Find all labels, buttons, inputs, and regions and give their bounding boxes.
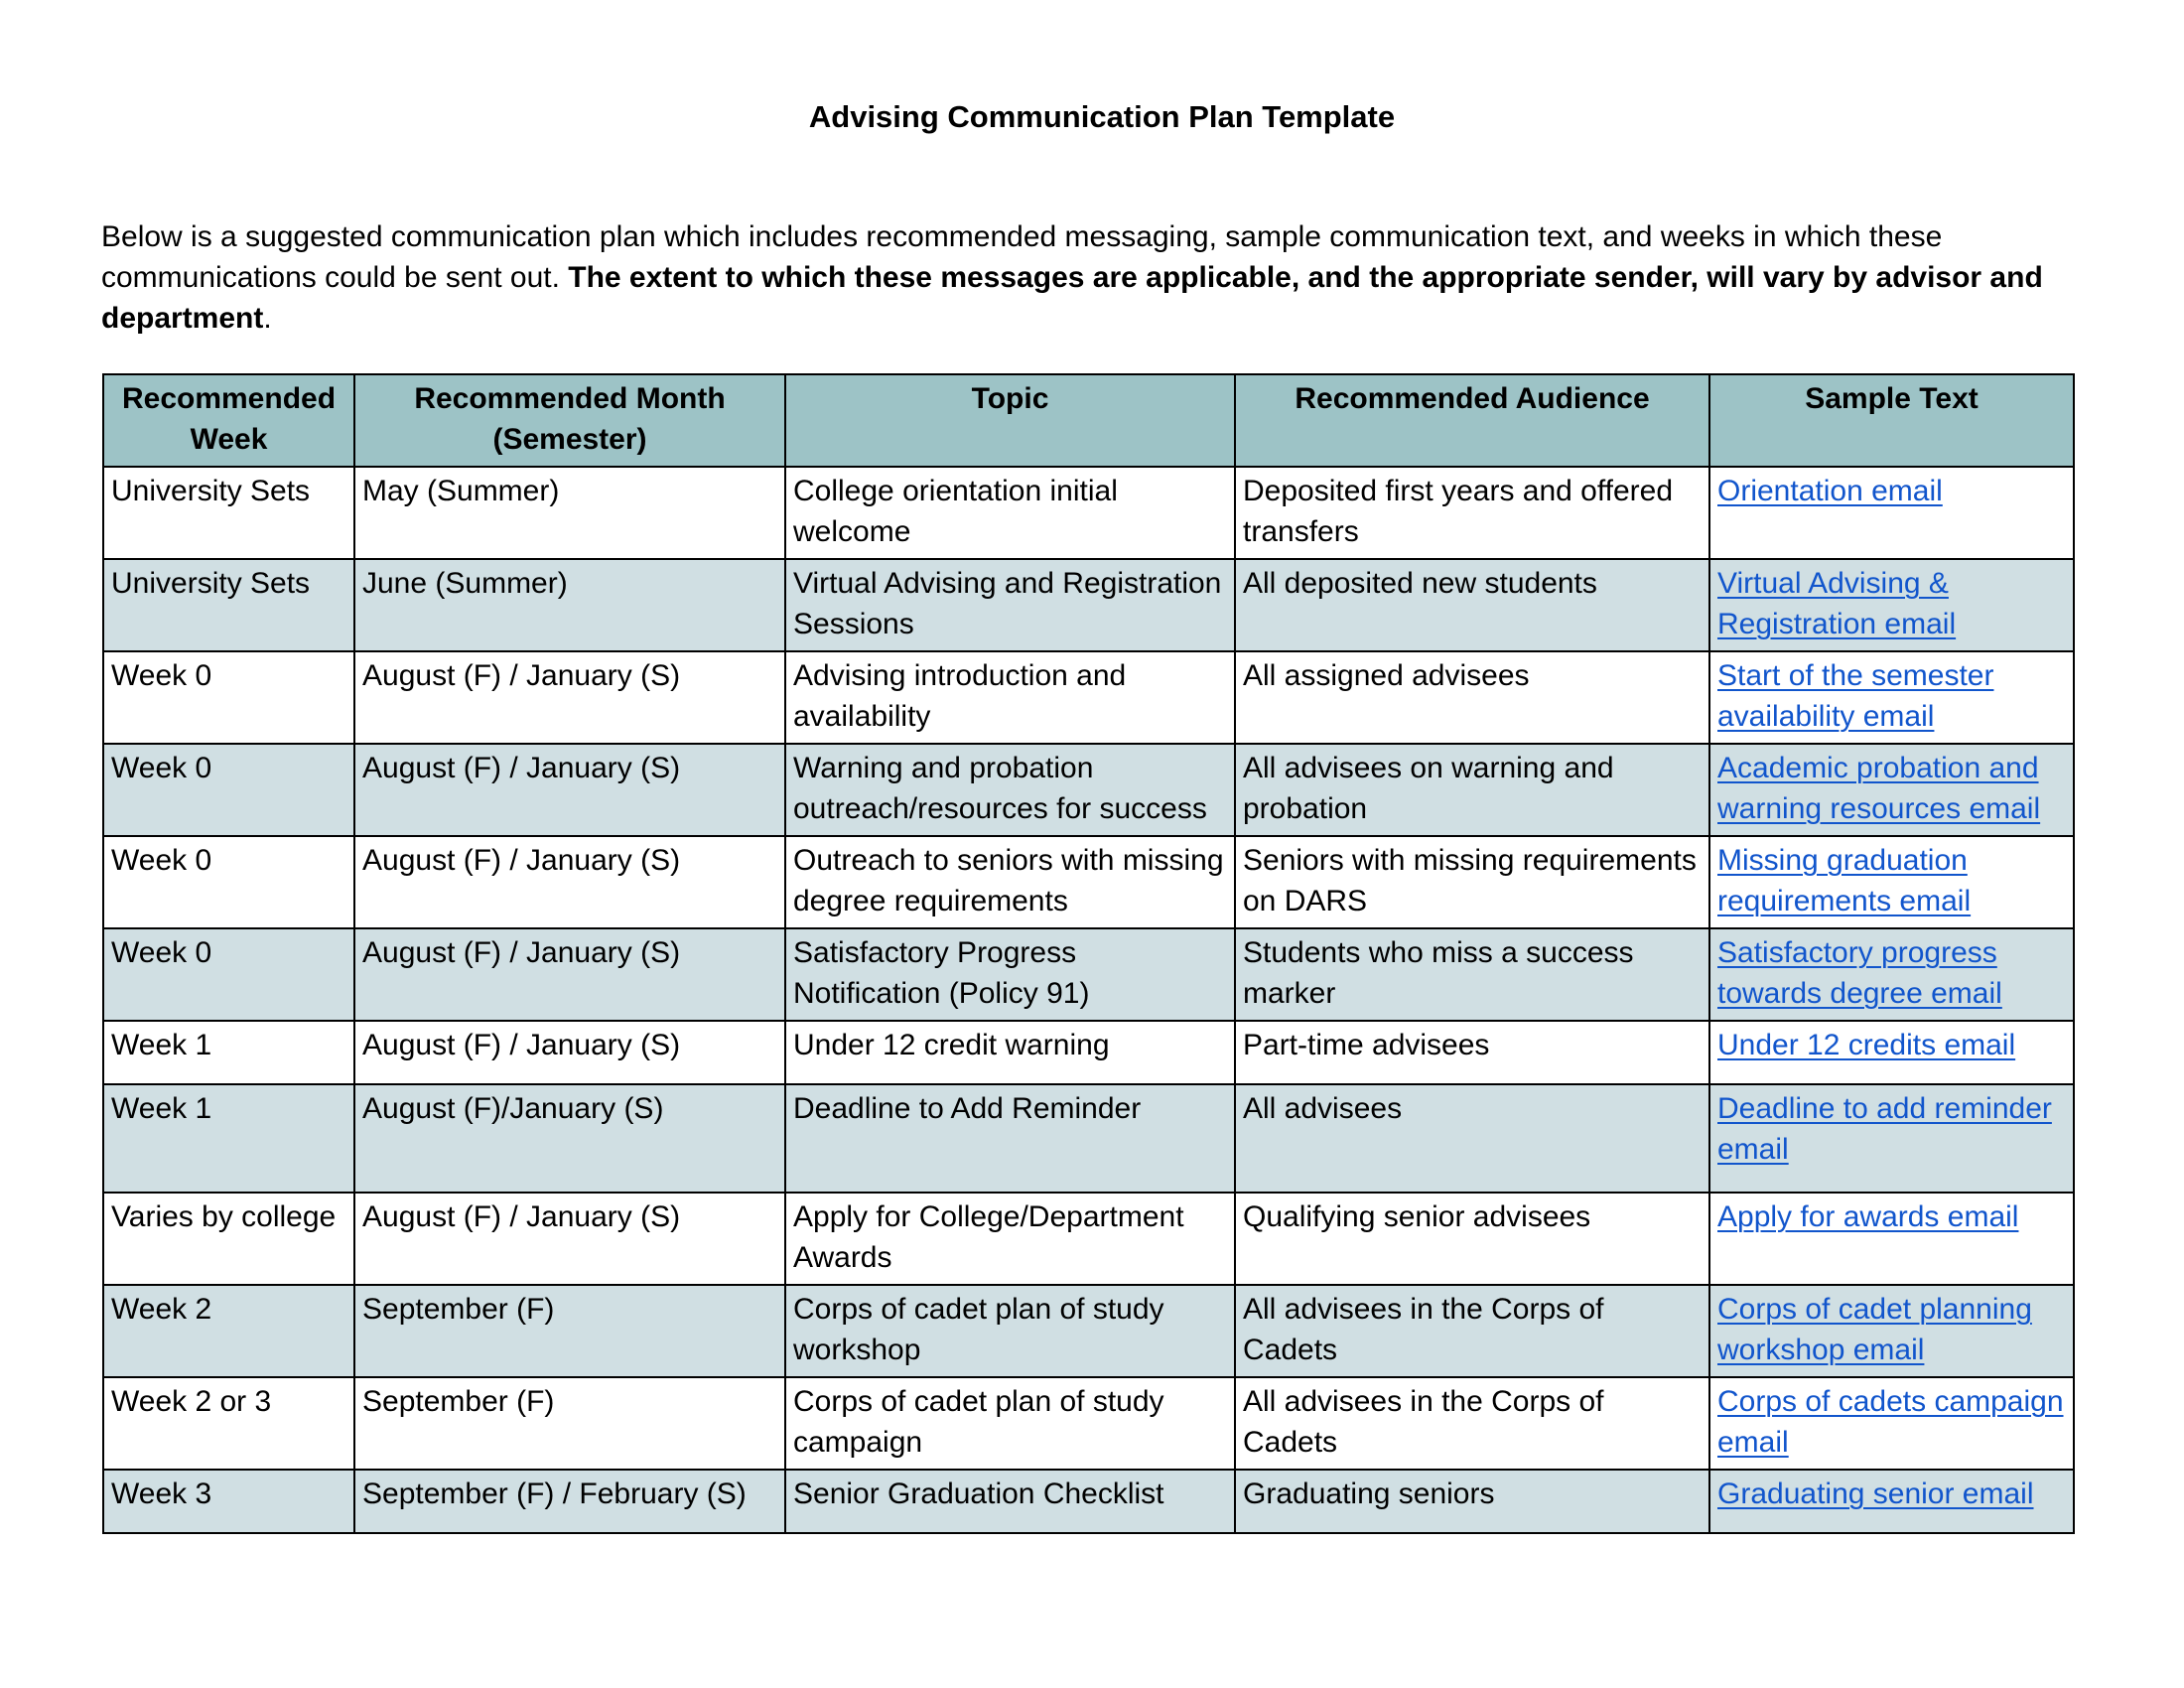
table-row — [103, 1470, 2074, 1533]
sample-text-link[interactable]: Apply for awards email — [1717, 1200, 2019, 1233]
table-row — [103, 1377, 2074, 1470]
sample-text-link[interactable]: Start of the semester availability email — [1717, 659, 1994, 733]
week-cell: Week 1 — [103, 1021, 354, 1084]
table-row — [103, 836, 2074, 928]
week-cell: Week 2 or 3 — [103, 1377, 354, 1470]
week-cell: Varies by college — [103, 1193, 354, 1285]
week-cell: Week 0 — [103, 744, 354, 836]
sample-cell — [1709, 467, 2074, 559]
header-recommended-audience: Recommended Audience — [1235, 374, 1709, 467]
sample-cell — [1709, 1285, 2074, 1377]
table-row — [103, 928, 2074, 1021]
document-title: Advising Communication Plan Template — [808, 99, 1396, 134]
week-cell: Week 0 — [103, 836, 354, 928]
intro-emphasis: The extent to which these messages are applicable, and the appropriate sender, will vary by advisor and department — [101, 261, 2043, 335]
table-row — [103, 1084, 2074, 1193]
month-cell: August (F) / January (S) — [354, 744, 785, 836]
table-row — [103, 467, 2074, 559]
sample-cell — [1709, 1470, 2074, 1533]
week-cell: Week 0 — [103, 651, 354, 744]
topic-cell: Apply for College/Department Awards — [785, 1193, 1235, 1285]
sample-cell — [1709, 1084, 2074, 1193]
sample-text-link[interactable]: Under 12 credits email — [1717, 1029, 2016, 1061]
sample-text-link[interactable]: Virtual Advising & Registration email — [1717, 567, 1957, 640]
table-row — [103, 559, 2074, 651]
audience-cell: Deposited first years and offered transfers — [1235, 467, 1709, 559]
communication-plan-table — [102, 373, 2075, 1534]
month-cell: June (Summer) — [354, 559, 785, 651]
sample-text-link[interactable]: Deadline to add reminder email — [1717, 1092, 2052, 1166]
topic-cell: Outreach to seniors with missing degree requirements — [785, 836, 1235, 928]
month-cell: September (F) / February (S) — [354, 1470, 785, 1533]
week-cell: University Sets — [103, 559, 354, 651]
audience-cell: All advisees in the Corps of Cadets — [1235, 1285, 1709, 1377]
header-sample-text: Sample Text — [1709, 374, 2074, 467]
sample-cell — [1709, 651, 2074, 744]
audience-cell: Part-time advisees — [1235, 1021, 1709, 1084]
header-recommended-week: Recommended Week — [103, 374, 354, 467]
audience-cell: Qualifying senior advisees — [1235, 1193, 1709, 1285]
week-cell: Week 3 — [103, 1470, 354, 1533]
week-cell: Week 0 — [103, 928, 354, 1021]
table-row — [103, 651, 2074, 744]
audience-cell: Graduating seniors — [1235, 1470, 1709, 1533]
sample-text-link[interactable]: Corps of cadets campaign email — [1717, 1385, 2064, 1459]
topic-cell: Corps of cadet plan of study campaign — [785, 1377, 1235, 1470]
month-cell: September (F) — [354, 1377, 785, 1470]
header-recommended-month: Recommended Month (Semester) — [354, 374, 785, 467]
intro-end: . — [263, 302, 272, 335]
sample-cell — [1709, 1021, 2074, 1084]
table-row — [103, 744, 2074, 836]
topic-cell: Senior Graduation Checklist — [785, 1470, 1235, 1533]
month-cell: August (F) / January (S) — [354, 836, 785, 928]
table-row — [103, 1285, 2074, 1377]
sample-text-link[interactable]: Satisfactory progress towards degree email — [1717, 936, 2002, 1010]
topic-cell: Virtual Advising and Registration Sessions — [785, 559, 1235, 651]
month-cell: August (F) / January (S) — [354, 1193, 785, 1285]
sample-cell — [1709, 559, 2074, 651]
audience-cell: All deposited new students — [1235, 559, 1709, 651]
month-cell: August (F)/January (S) — [354, 1084, 785, 1193]
sample-text-link[interactable]: Corps of cadet planning workshop email — [1717, 1293, 2032, 1366]
month-cell: September (F) — [354, 1285, 785, 1377]
audience-cell: All assigned advisees — [1235, 651, 1709, 744]
month-cell: August (F) / January (S) — [354, 651, 785, 744]
sample-text-link[interactable]: Orientation email — [1717, 475, 1943, 507]
audience-cell: Students who miss a success marker — [1235, 928, 1709, 1021]
topic-cell: College orientation initial welcome — [785, 467, 1235, 559]
intro-text: Below is a suggested communication plan which includes recommended messaging, sample communication text, and weeks in which these communications could be sent out. — [101, 220, 1943, 294]
sample-text-link[interactable]: Academic probation and warning resources email — [1717, 752, 2041, 825]
audience-cell: All advisees — [1235, 1084, 1709, 1193]
month-cell: August (F) / January (S) — [354, 928, 785, 1021]
sample-cell — [1709, 836, 2074, 928]
audience-cell: All advisees in the Corps of Cadets — [1235, 1377, 1709, 1470]
intro-paragraph — [101, 216, 2126, 339]
audience-cell: Seniors with missing requirements on DARS — [1235, 836, 1709, 928]
sample-text-link[interactable]: Graduating senior email — [1717, 1477, 2034, 1510]
sample-cell — [1709, 1193, 2074, 1285]
week-cell: University Sets — [103, 467, 354, 559]
topic-cell: Under 12 credit warning — [785, 1021, 1235, 1084]
sample-text-link[interactable]: Missing graduation requirements email — [1717, 844, 1972, 917]
audience-cell: All advisees on warning and probation — [1235, 744, 1709, 836]
topic-cell: Warning and probation outreach/resources for success — [785, 744, 1235, 836]
header-topic: Topic — [785, 374, 1235, 467]
week-cell: Week 1 — [103, 1084, 354, 1193]
table-row — [103, 1021, 2074, 1084]
week-cell: Week 2 — [103, 1285, 354, 1377]
month-cell: May (Summer) — [354, 467, 785, 559]
topic-cell: Deadline to Add Reminder — [785, 1084, 1235, 1193]
month-cell: August (F) / January (S) — [354, 1021, 785, 1084]
sample-cell — [1709, 744, 2074, 836]
table-header-row — [103, 374, 2074, 467]
topic-cell: Advising introduction and availability — [785, 651, 1235, 744]
topic-cell: Corps of cadet plan of study workshop — [785, 1285, 1235, 1377]
topic-cell: Satisfactory Progress Notification (Policy 91) — [785, 928, 1235, 1021]
sample-cell — [1709, 928, 2074, 1021]
table-row — [103, 1193, 2074, 1285]
sample-cell — [1709, 1377, 2074, 1470]
